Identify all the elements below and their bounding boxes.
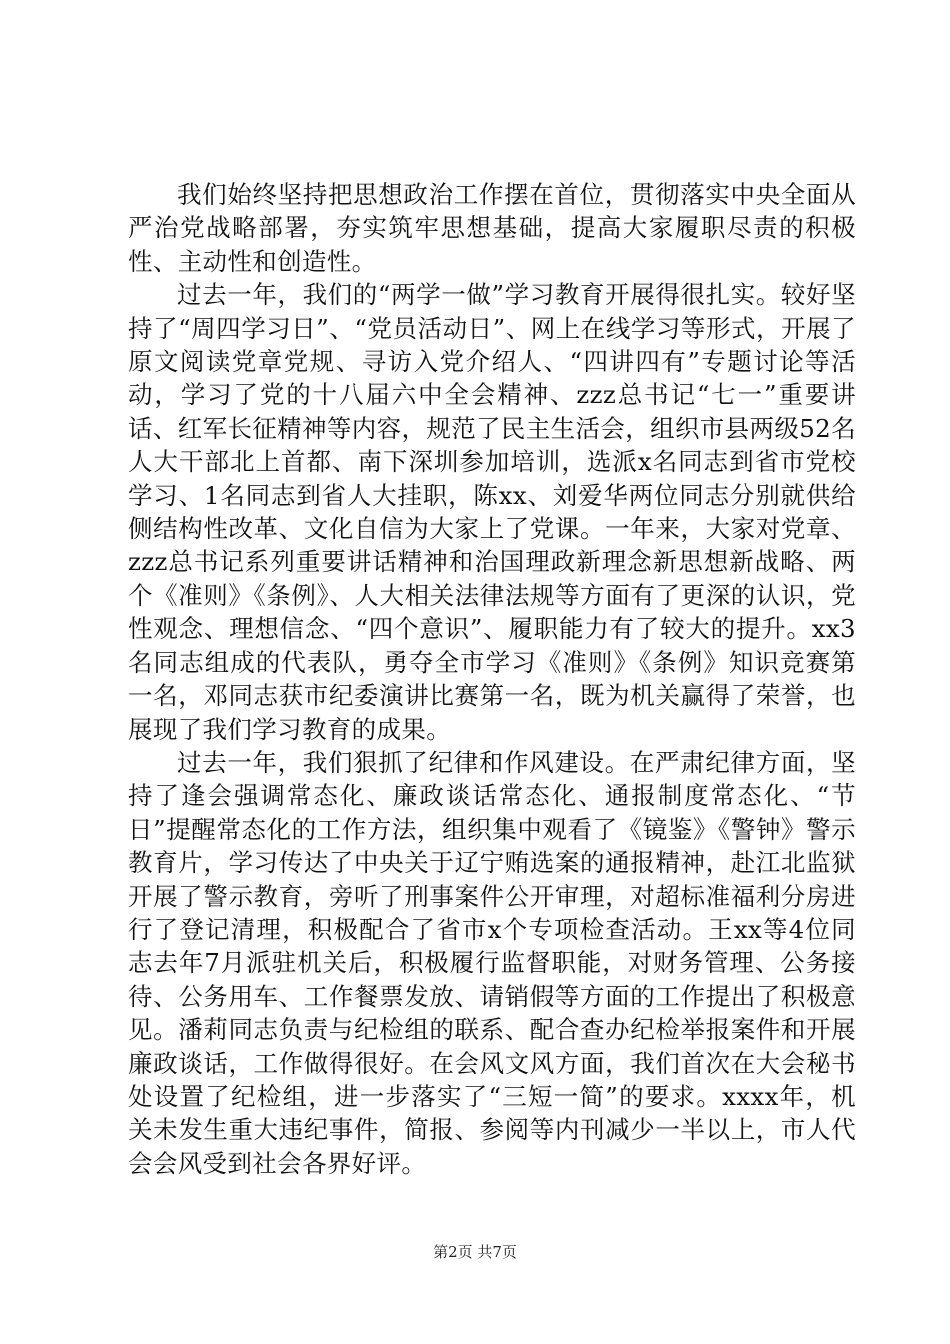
paragraph-ideological-work: 我们始终坚持把思想政治工作摆在首位，贯彻落实中央全面从严治党战略部署，夯实筑牢思想基础，提高大家履职尽责的积极性、主动性和创造性。 <box>128 180 856 276</box>
paragraph-discipline-conduct: 过去一年，我们狠抓了纪律和作风建设。在严肃纪律方面，坚持了逢会强调常态化、廉政谈话常态化、通报制度常态化、“节日”提醒常态化的工作方法，组织集中观看了《镜鉴》《警钟》警示教育片，学习传达了中央关于辽宁贿选案的通报精神，赴江北监狱开展了警示教育，旁听了刑事案件公开审理，对超标准福利分房进行了登记清理，积极配合了省市x个专项检查活动。王xx等4位同志去年7月派驻机关后，积极履行监督职能，对财务管理、公务接待、公务用车、工作餐票发放、请销假等方面的工作提出了积极意见。潘莉同志负责与纪检组的联系、配合查办纪检举报案件和开展廉政谈话，工作做得很好。在会风文风方面，我们首次在大会秘书处设置了纪检组，进一步落实了“三短一简”的要求。xxxx年，机关未发生重大违纪事件，简报、参阅等内刊减少一半以上，市人代会会风受到社会各界好评。 <box>128 747 856 1178</box>
paragraph-study-education: 过去一年，我们的“两学一做”学习教育开展得很扎实。较好坚持了“周四学习日”、“党员活动日”、网上在线学习等形式，开展了原文阅读党章党规、寻访入党介绍人、“四讲四有”专题讨论等活动，学习了党的十八届六中全会精神、zzz总书记“七一”重要讲话、红军长征精神等内容，规范了民主生活会，组织市县两级52名人大干部北上首都、南下深圳参加培训，选派x名同志到省市党校学习、1名同志到省人大挂职，陈xx、刘爱华两位同志分别就供给侧结构性改革、文化自信为大家上了党课。一年来，大家对党章、zzz总书记系列重要讲话精神和治国理政新理念新思想新战略、两个《准则》《条例》、人大相关法律法规等方面有了更深的认识，党性观念、理想信念、“四个意识”、履职能力有了较大的提升。xx3名同志组成的代表队，勇夺全市学习《准则》《条例》知识竞赛第一名，邓同志获市纪委演讲比赛第一名，既为机关赢得了荣誉，也展现了我们学习教育的成果。 <box>128 280 856 744</box>
page-number-footer: 第2页 共7页 <box>433 1243 517 1261</box>
document-body <box>128 178 856 1180</box>
